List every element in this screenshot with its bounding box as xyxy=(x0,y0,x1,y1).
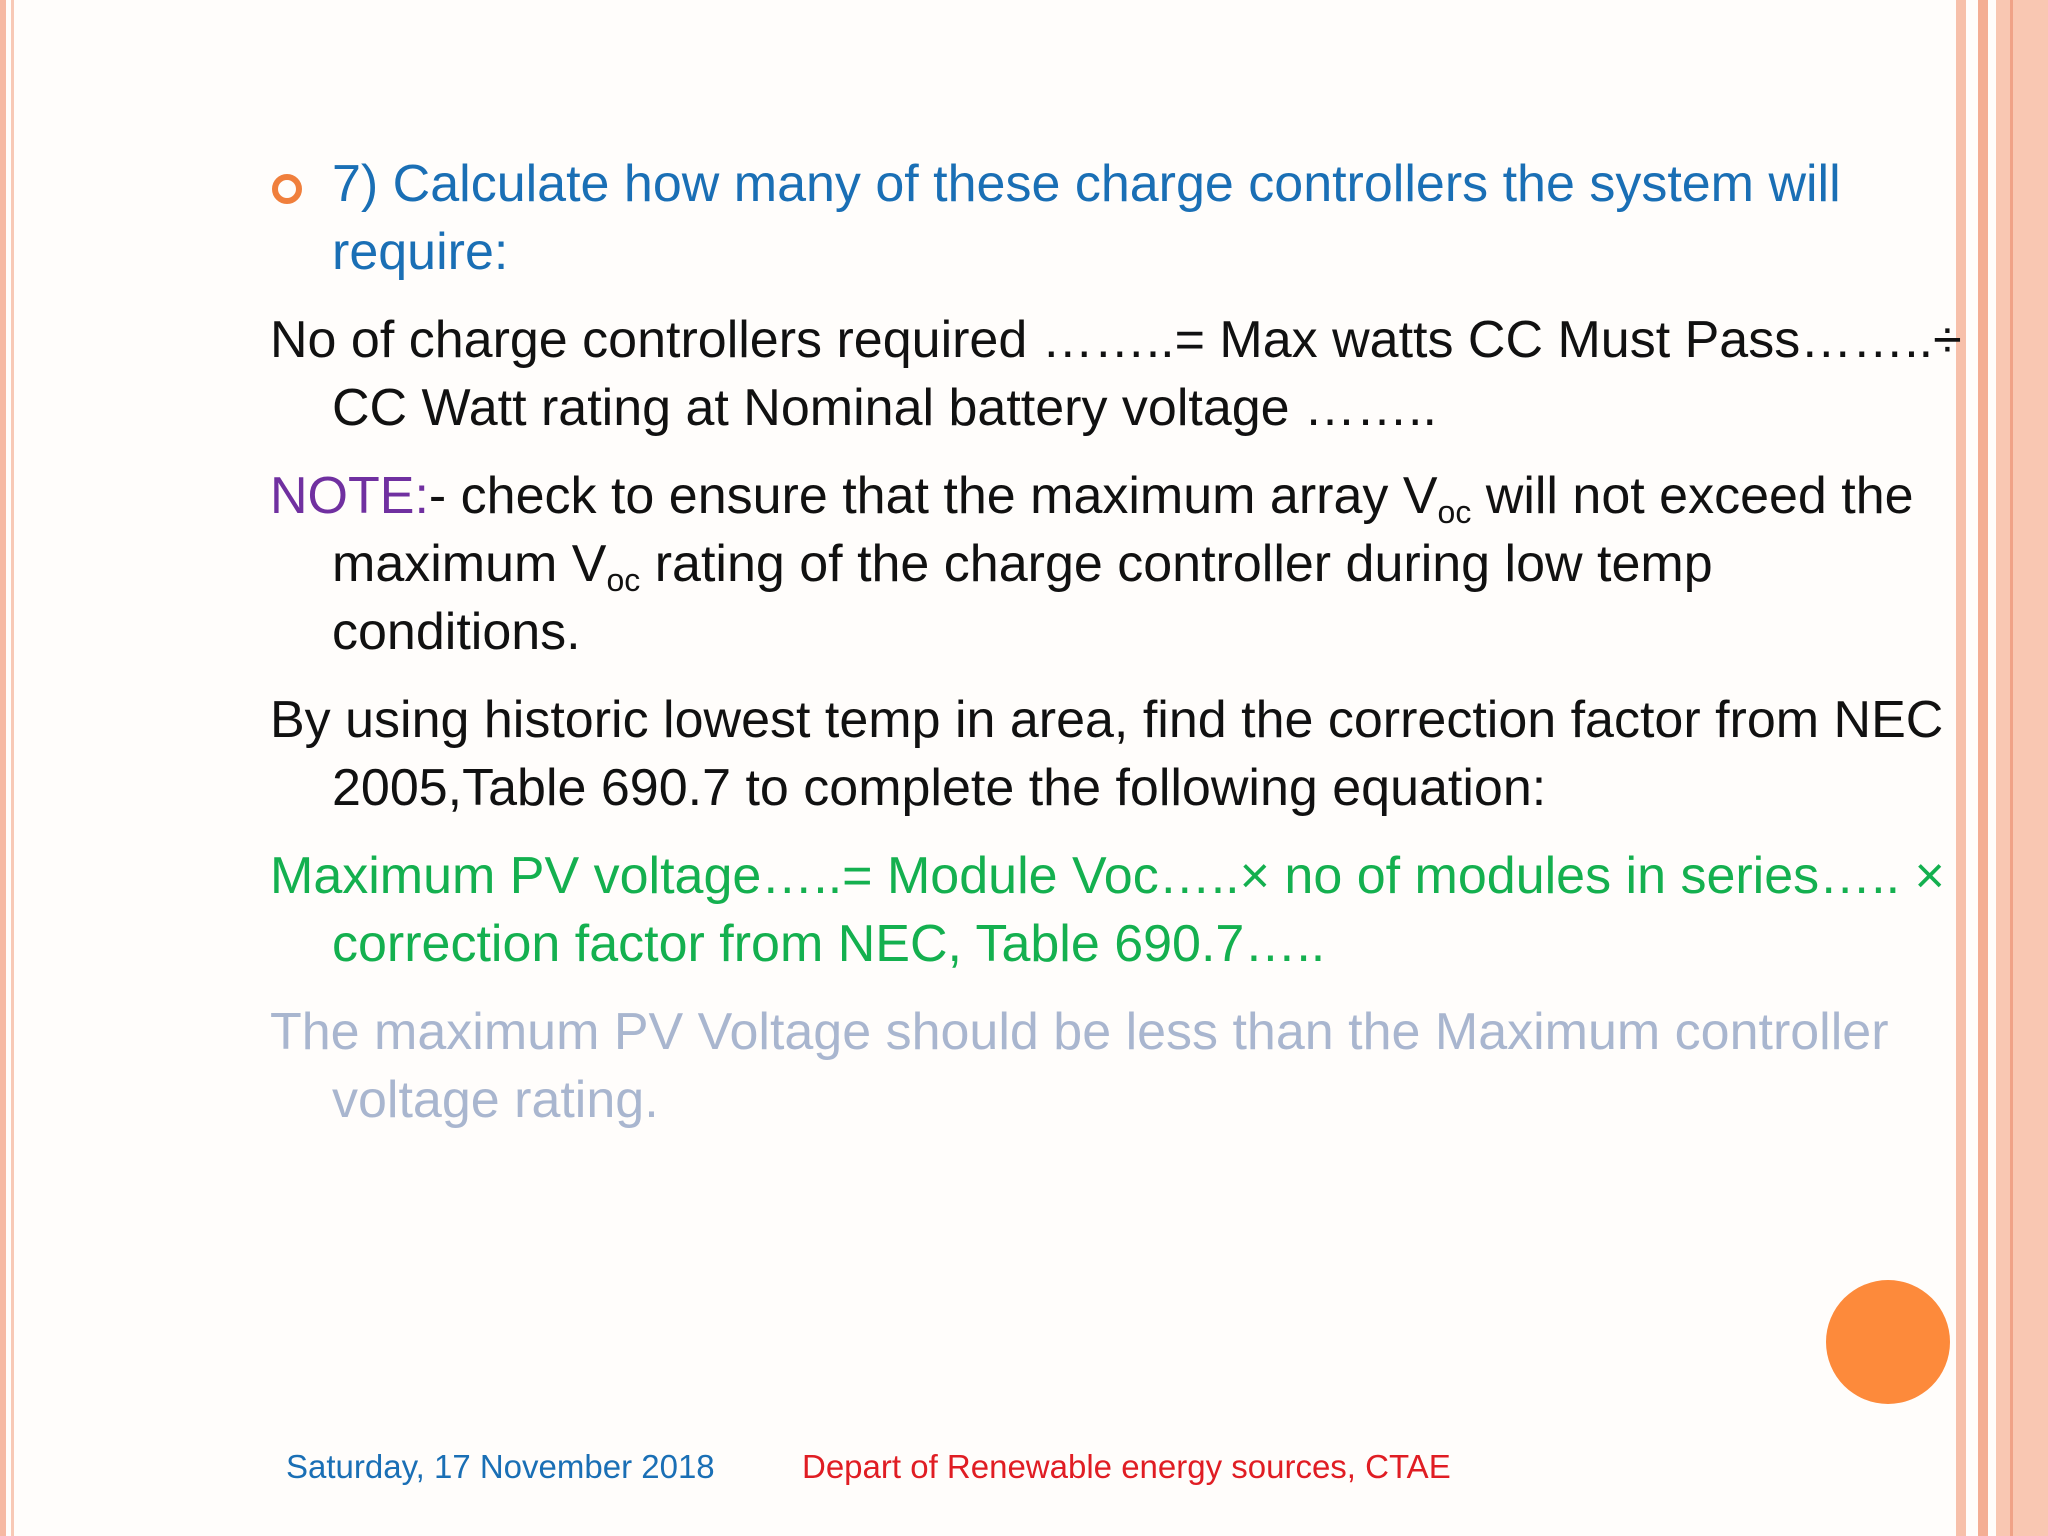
right-border-stripe-2 xyxy=(1978,0,1988,1536)
max-pv-voltage-equation xyxy=(270,842,1970,978)
footer-department: Depart of Renewable energy sources, CTAE xyxy=(802,1448,1451,1485)
left-border-stripe xyxy=(0,0,6,1536)
note-label: NOTE: xyxy=(270,467,429,525)
voc-subscript-2: oc xyxy=(606,562,641,598)
note-text-2: will not exceed the maximum V xyxy=(332,467,1914,593)
note-text-1: - check to ensure that the maximum array V xyxy=(428,467,1438,525)
note-paragraph xyxy=(270,462,1970,666)
bullet-item xyxy=(270,150,1970,286)
correction-factor-text: By using historic lowest temp in area, find the correction factor from NEC 2005,Table 690.7 to complete the following equation: xyxy=(270,691,1944,817)
decorative-orange-circle xyxy=(1826,1280,1950,1404)
right-border-band-line xyxy=(2010,0,2013,1536)
correction-factor-paragraph xyxy=(270,686,1970,822)
footer-date: Saturday, 17 November 2018 xyxy=(286,1448,715,1485)
left-border-stripe-inner xyxy=(11,0,14,1536)
voc-subscript-1: oc xyxy=(1437,494,1472,530)
right-border-band xyxy=(1996,0,2048,1536)
note-text-3: rating of the charge controller during low temp conditions. xyxy=(332,535,1713,661)
charge-controller-formula-text: No of charge controllers required ……..= Max watts CC Must Pass……..÷ CC Watt rating at Nominal battery voltage …….. xyxy=(270,311,1962,437)
voltage-rating-statement-text: The maximum PV Voltage should be less than the Maximum controller voltage rating. xyxy=(270,1003,1889,1129)
charge-controller-formula xyxy=(270,306,1970,442)
circle-bullet-icon xyxy=(272,174,302,204)
slide-content xyxy=(270,150,1970,1154)
bullet-text: 7) Calculate how many of these charge controllers the system will require: xyxy=(332,155,1841,281)
voltage-rating-statement xyxy=(270,998,1970,1134)
max-pv-voltage-equation-text: Maximum PV voltage…..= Module Voc…..× no of modules in series….. × correction factor from NEC, Table 690.7….. xyxy=(270,847,1945,973)
